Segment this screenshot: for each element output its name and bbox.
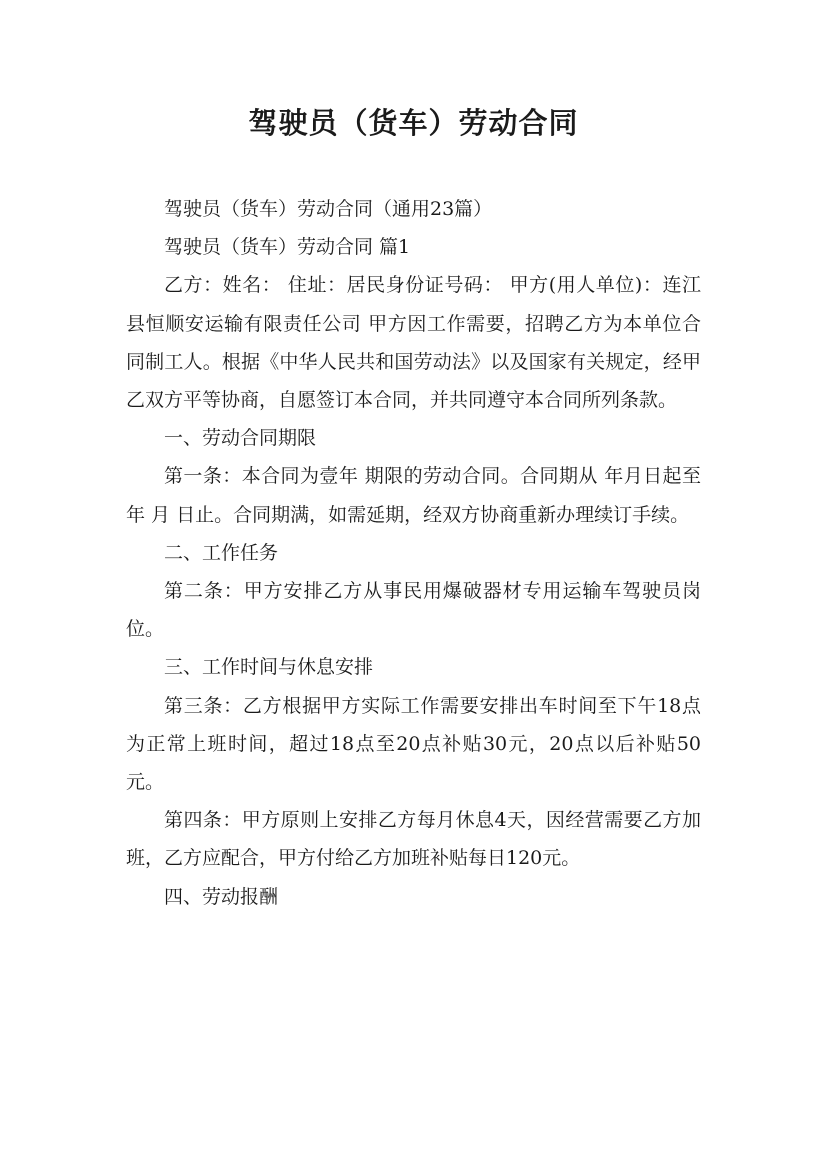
document-body <box>126 190 701 916</box>
heading-contract-term: 一、劳动合同期限 <box>164 427 317 450</box>
article-2-paragraph: 第二条：甲方安排乙方从事民用爆破器材专用运输车驾驶员岗位。 <box>126 580 701 641</box>
subtitle-paragraph: 驾驶员（货车）劳动合同（通用23篇） <box>164 198 493 220</box>
article-1-paragraph: 第一条：本合同为壹年 期限的劳动合同。合同期从 年月日起至 年 月 日止。合同期满，如需延期，经双方协商重新办理续订手续。 <box>126 465 701 526</box>
section-heading-part1: 驾驶员（货车）劳动合同 篇1 <box>164 236 411 259</box>
article-3-paragraph: 第三条：乙方根据甲方实际工作需要安排出车时间至下午18点为正常上班时间，超过18点至20点补贴30元，20点以后补贴50元。 <box>126 694 701 794</box>
article-4-paragraph: 第四条：甲方原则上安排乙方每月休息4天，因经营需要乙方加班，乙方应配合，甲方付给乙方加班补贴每日120元。 <box>126 809 701 870</box>
document-title: 驾驶员（货车）劳动合同 <box>248 106 579 140</box>
parties-paragraph: 乙方：姓名： 住址：居民身份证号码： 甲方(用人单位)：连江县恒顺安运输有限责任公司 甲方因工作需要，招聘乙方为本单位合同制工人。根据《中华人民共和国劳动法》以及国家有关规定，经甲乙双方平等协商，自愿签订本合同，并共同遵守本合同所列条款。 <box>126 274 701 412</box>
heading-remuneration: 四、劳动报酬 <box>164 885 279 908</box>
heading-work-tasks: 二、工作任务 <box>164 541 279 564</box>
heading-work-hours: 三、工作时间与休息安排 <box>164 656 374 679</box>
